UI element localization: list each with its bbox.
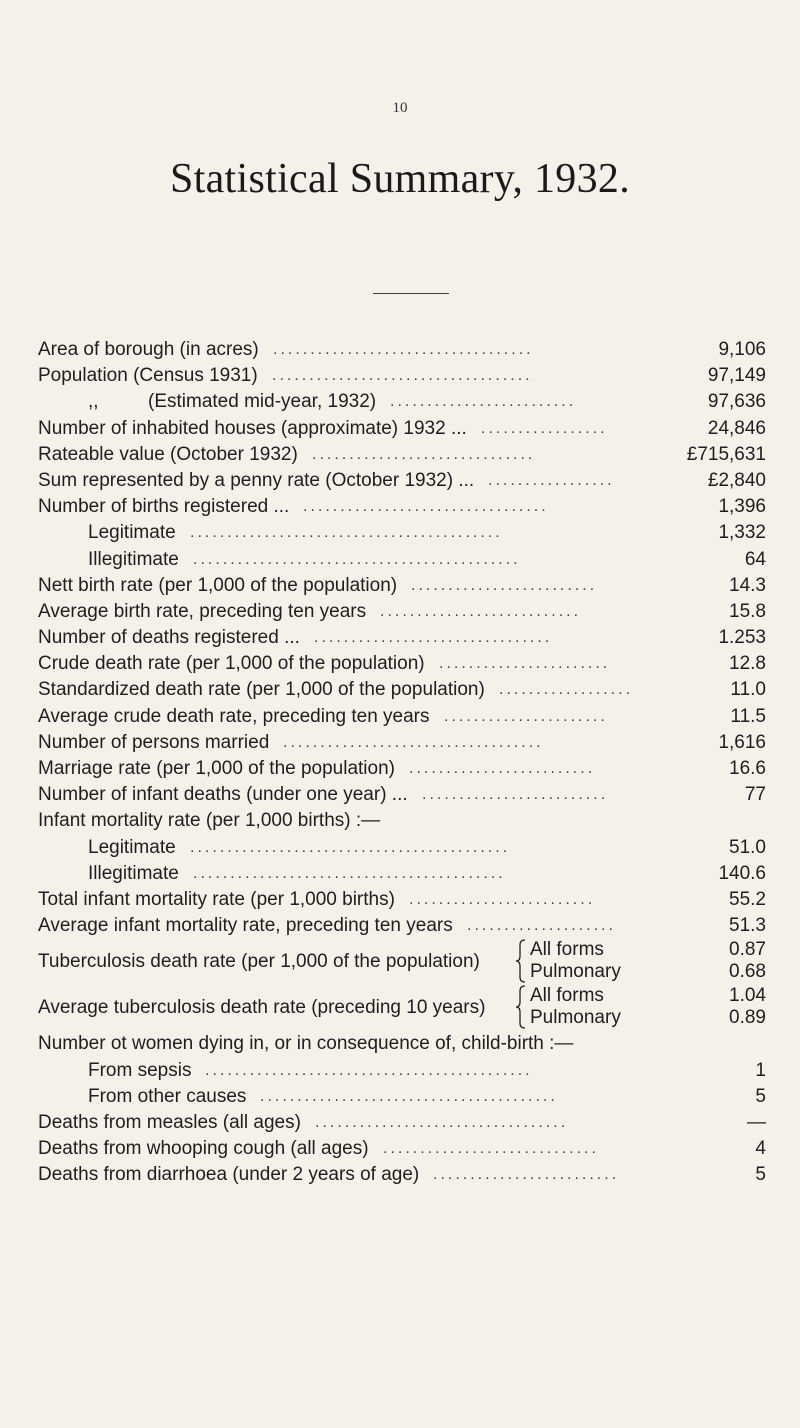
table-row	[0, 1162, 800, 1188]
row-label: Total infant mortality rate (per 1,000 births)	[38, 888, 395, 910]
row-value: 51.0	[729, 836, 766, 858]
dot-leader: ..............................	[312, 445, 536, 463]
row-value: 0.87	[729, 939, 766, 961]
row-value: 1,396	[718, 496, 766, 518]
table-row-avg-tuberculosis	[0, 985, 800, 1031]
table-row	[0, 677, 800, 703]
row-value: 1,616	[718, 731, 766, 753]
dot-leader: .........................	[409, 890, 596, 908]
dot-leader: .................	[488, 471, 615, 489]
table-row	[0, 442, 800, 468]
row-label: Number of births registered ...	[38, 496, 290, 518]
dot-leader: .......................	[439, 655, 611, 673]
table-row	[0, 782, 800, 808]
row-value: 14.3	[729, 574, 766, 596]
dot-leader: ...........................	[380, 602, 582, 620]
row-label: Average infant mortality rate, preceding ten years	[38, 915, 453, 937]
dot-leader: .........................	[433, 1166, 620, 1184]
table-row	[0, 494, 800, 520]
row-value: 24,846	[707, 417, 766, 439]
table-row	[0, 651, 800, 677]
table-row	[0, 835, 800, 861]
row-value: 12.8	[729, 653, 766, 675]
sub-label-all-forms: All forms	[530, 985, 604, 1007]
row-label: Average crude death rate, preceding ten years	[38, 705, 430, 727]
table-row	[0, 1110, 800, 1136]
table-row	[0, 887, 800, 913]
row-label: Rateable value (October 1932)	[38, 443, 298, 465]
row-label: Tuberculosis death rate (per 1,000 of the population)	[38, 951, 480, 973]
row-label: From other causes	[88, 1085, 247, 1107]
dot-leader: ...................................	[272, 367, 533, 385]
row-label: Illegitimate	[88, 862, 179, 884]
dot-leader: .............................	[383, 1140, 599, 1158]
row-value: 55.2	[729, 888, 766, 910]
dot-leader: ...................................	[283, 733, 544, 751]
row-label: Number of persons married	[38, 731, 270, 753]
dot-leader: ............................................	[193, 550, 521, 568]
row-label: Population (Census 1931)	[38, 365, 258, 387]
title-rule	[373, 293, 449, 294]
row-value: 15.8	[729, 600, 766, 622]
dot-leader: ..................................	[315, 1113, 569, 1131]
dot-leader: ......................	[444, 707, 608, 725]
row-label: Average tuberculosis death rate (preceding 10 years)	[38, 997, 486, 1019]
dot-leader: ........................................	[260, 1087, 558, 1105]
row-label: Illegitimate	[88, 548, 179, 570]
dot-leader: .........................	[390, 393, 577, 411]
table-row	[0, 1058, 800, 1084]
row-value: 5	[755, 1164, 766, 1186]
row-label: Deaths from diarrhoea (under 2 years of age)	[38, 1164, 420, 1186]
row-label: Number of inhabited houses (approximate) 1932 ...	[38, 417, 467, 439]
table-row	[0, 599, 800, 625]
row-value: 1.253	[718, 627, 766, 649]
row-label: (Estimated mid-year, 1932)	[148, 391, 377, 413]
row-value: 11.0	[730, 679, 766, 701]
row-label: Number of deaths registered ...	[38, 627, 300, 649]
row-value: 9,106	[718, 339, 766, 360]
row-label: Crude death rate (per 1,000 of the population)	[38, 653, 425, 675]
dot-leader: ..................	[499, 681, 634, 699]
row-label: Number of infant deaths (under one year) ...	[38, 784, 408, 806]
table-row	[0, 389, 800, 415]
page-title: Statistical Summary, 1932.	[169, 156, 631, 202]
dot-leader: .........................	[409, 760, 596, 777]
table-row-tuberculosis	[0, 939, 800, 985]
table-row	[0, 808, 800, 834]
row-value: 51.3	[729, 915, 766, 937]
page-number: 10	[392, 100, 408, 116]
brace-icon	[516, 939, 526, 983]
row-label: Deaths from measles (all ages)	[38, 1111, 301, 1133]
table-row	[0, 520, 800, 546]
dot-leader: .................	[481, 419, 608, 437]
table-row	[0, 416, 800, 442]
row-value: 0.89	[729, 1007, 766, 1029]
row-label: Average birth rate, preceding ten years	[38, 600, 367, 622]
table-row	[0, 861, 800, 887]
dot-leader: ................................	[314, 629, 553, 647]
table-row	[0, 625, 800, 651]
row-value: 1	[755, 1059, 766, 1081]
row-value: 64	[744, 548, 766, 570]
sub-label-pulmonary: Pulmonary	[530, 961, 621, 983]
row-value: 5	[755, 1085, 766, 1107]
dot-leader: ...........................................	[190, 838, 511, 856]
dot-leader: ...................................	[273, 341, 534, 358]
table-row	[0, 730, 800, 756]
table-row	[0, 756, 800, 782]
row-value: 16.6	[729, 758, 766, 779]
row-label: Deaths from whooping cough (all ages)	[38, 1138, 369, 1160]
table-row	[0, 363, 800, 389]
brace-icon	[516, 985, 526, 1029]
row-value: —	[747, 1111, 766, 1133]
row-label: Marriage rate (per 1,000 of the population)	[38, 758, 395, 779]
table-row	[0, 1136, 800, 1162]
table-row	[0, 704, 800, 730]
row-value: 1,332	[718, 522, 766, 544]
table-row	[0, 468, 800, 494]
ditto-mark: ,,	[88, 391, 99, 413]
row-value: 97,149	[707, 365, 766, 387]
dot-leader: ....................	[467, 917, 616, 935]
table-row	[0, 913, 800, 939]
row-label: From sepsis	[88, 1059, 192, 1081]
dot-leader: ..........................................	[190, 524, 503, 542]
row-value: 0.68	[729, 961, 766, 983]
row-value: 1.04	[729, 985, 766, 1007]
row-value: £715,631	[686, 443, 766, 465]
row-value: 11.5	[730, 705, 766, 727]
dot-leader: ............................................	[205, 1061, 533, 1079]
table-row	[0, 337, 800, 363]
row-label: Legitimate	[88, 522, 176, 544]
row-label: Nett birth rate (per 1,000 of the population)	[38, 574, 398, 596]
row-value: £2,840	[707, 469, 766, 491]
row-value: 77	[744, 784, 766, 806]
row-label: Infant mortality rate (per 1,000 births) :—	[38, 810, 381, 832]
dot-leader: ..........................................	[193, 864, 506, 882]
row-label: Legitimate	[88, 836, 176, 858]
sub-label-all-forms: All forms	[530, 939, 604, 961]
row-label: Area of borough (in acres)	[38, 339, 259, 360]
summary-table	[0, 337, 800, 1188]
table-row	[0, 547, 800, 573]
row-value: 140.6	[718, 862, 766, 884]
dot-leader: .................................	[303, 498, 549, 516]
table-row	[0, 573, 800, 599]
row-label: Sum represented by a penny rate (October 1932) ...	[38, 469, 475, 491]
row-value: 4	[755, 1138, 766, 1160]
table-row	[0, 1031, 800, 1057]
sub-label-pulmonary: Pulmonary	[530, 1007, 621, 1029]
row-value: 97,636	[707, 391, 766, 413]
dot-leader: .........................	[422, 786, 609, 804]
dot-leader: .........................	[411, 576, 598, 594]
row-label: Number ot women dying in, or in consequence of, child-birth :—	[38, 1033, 574, 1055]
row-label: Standardized death rate (per 1,000 of the population)	[38, 679, 485, 701]
table-row	[0, 1084, 800, 1110]
